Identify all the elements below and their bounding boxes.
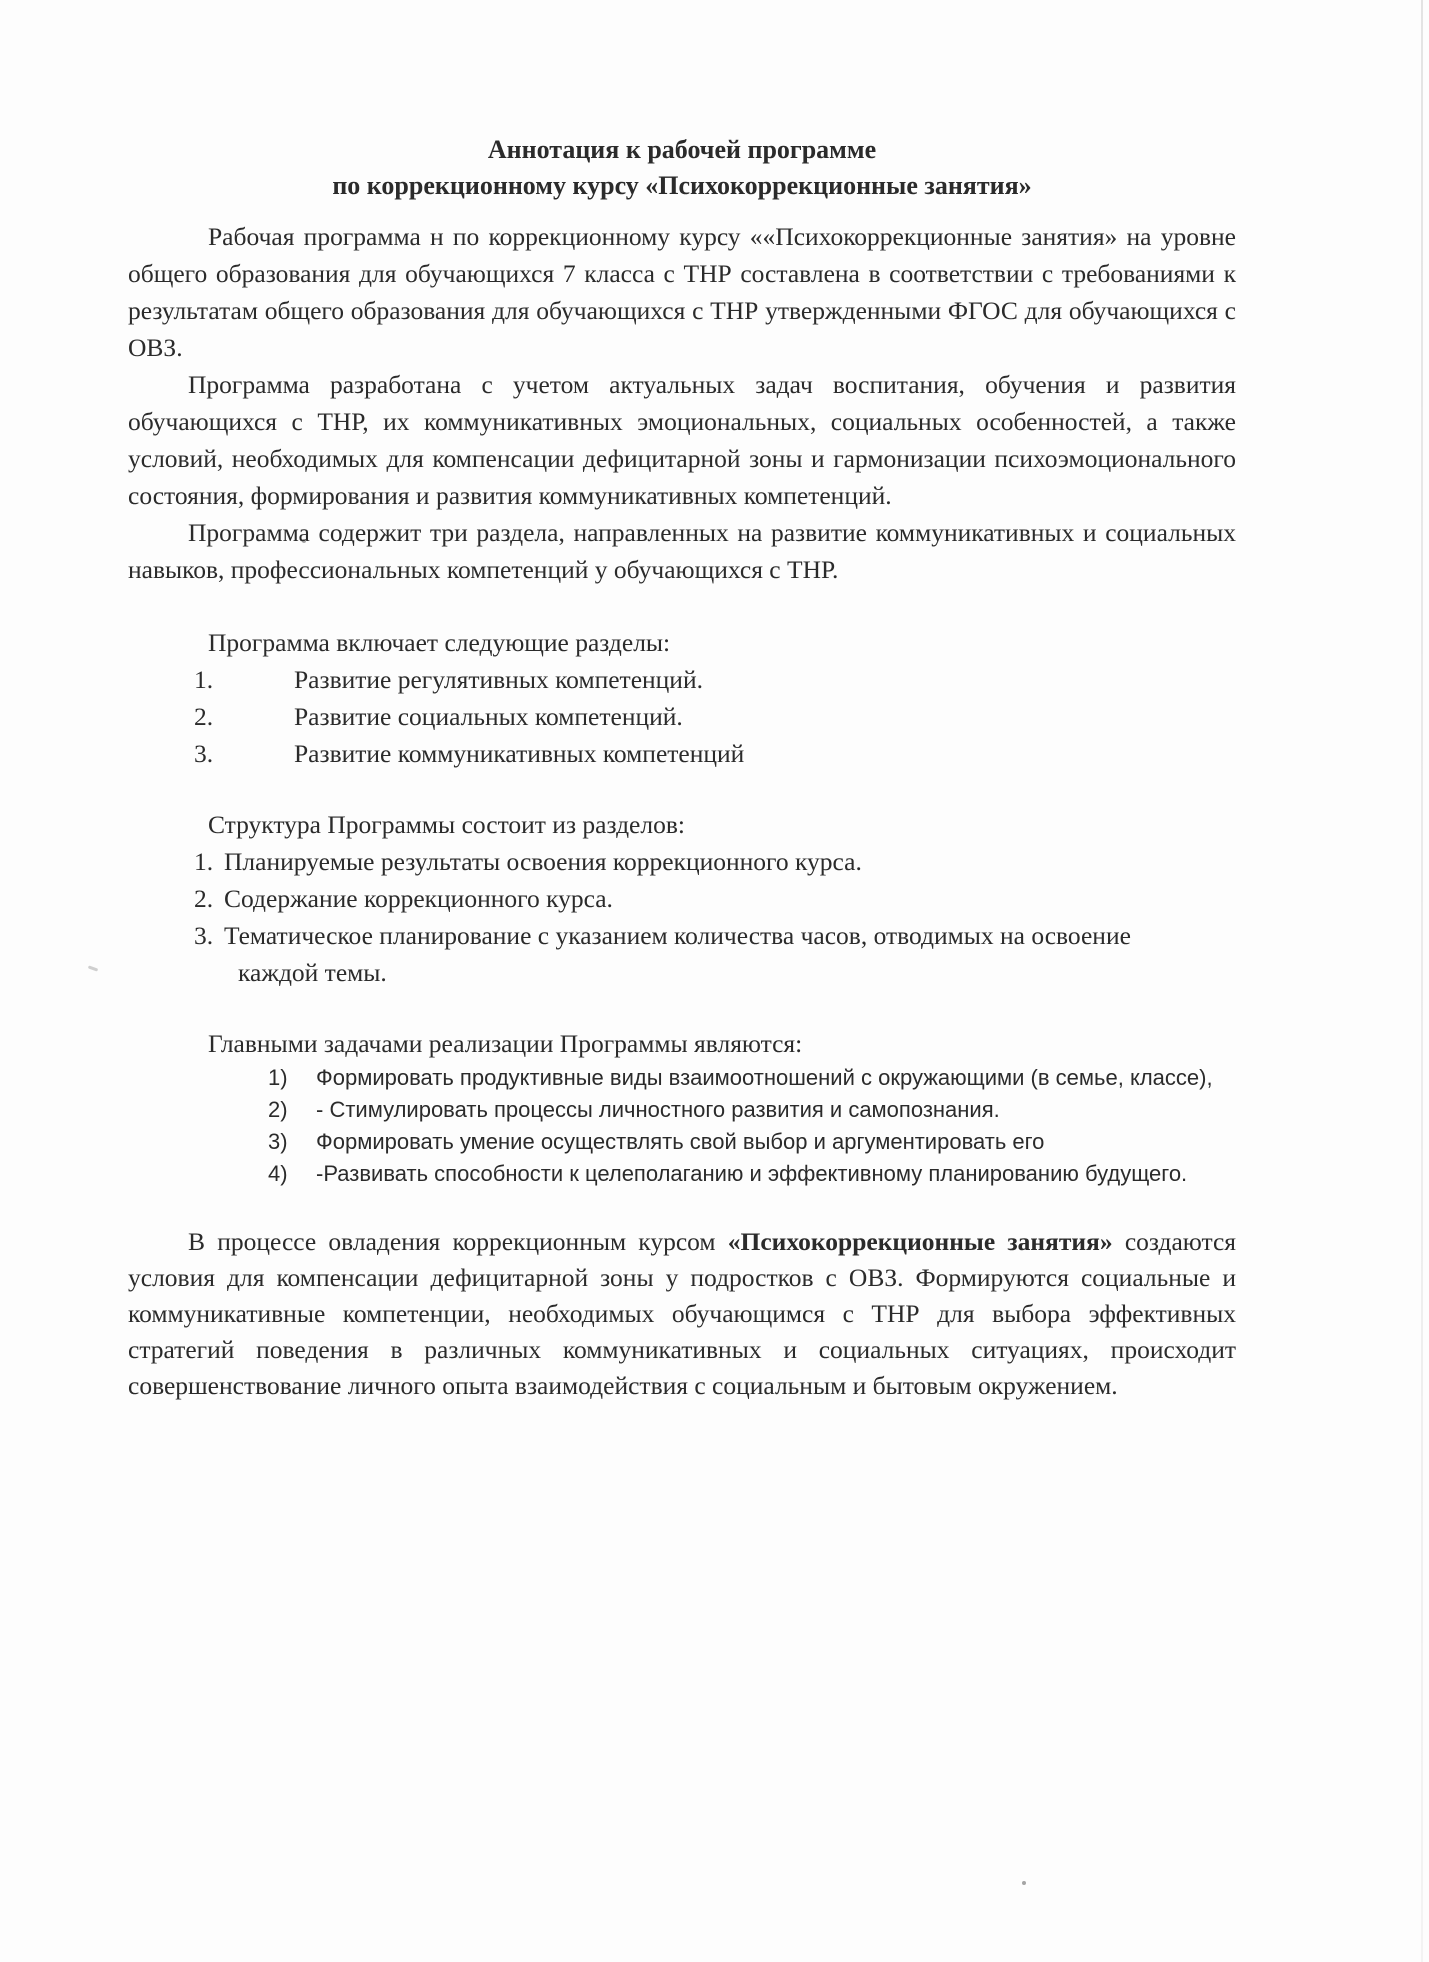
sections-block <box>128 624 1236 772</box>
paragraph-development: Программа разработана с учетом актуальных задач воспитания, обучения и развития обучающихся с ТНР, их коммуникативных эмоциональных, социальных особенностей, а также условий, необходимых для компенсации дефицитарной зоны и гармонизации психоэмоционального состояния, формирования и развития коммуникативных компетенций. <box>128 370 1236 510</box>
list-number: 3. <box>194 921 214 950</box>
list-text: -Развивать способности к целеполаганию и эффективному планированию будущего. <box>316 1161 1188 1186</box>
list-text: Формировать умение осуществлять свой выбор и аргументировать его <box>316 1129 1045 1154</box>
scan-speck <box>88 965 98 971</box>
final-block <box>128 1224 1236 1404</box>
final-course-name: «Психокоррекционные занятия» <box>727 1227 1113 1256</box>
list-text-main: Содержание коррекционного курса. <box>224 884 613 913</box>
list-number: 2) <box>268 1097 288 1122</box>
scan-edge <box>1421 0 1423 1962</box>
list-number: 4) <box>268 1161 288 1186</box>
list-item <box>128 1126 1236 1158</box>
list-number: 1. <box>194 665 214 694</box>
document-title <box>128 132 1236 204</box>
paragraph-sections-summary: Программа содержит три раздела, направленных на развитие коммуникативных и социальных навыков, профессиональных компетенций у обучающихся с ТНР. <box>128 518 1236 584</box>
sections-intro: Программа включает следующие разделы: <box>208 628 671 657</box>
list-text <box>224 843 1236 880</box>
list-text-main: Планируемые результаты освоения коррекционного курса. <box>224 847 862 876</box>
list-text: Формировать продуктивные виды взаимоотношений с окружающими (в семье, классе), <box>316 1065 1213 1090</box>
tasks-list <box>128 1062 1236 1190</box>
paragraph-intro: Рабочая программа н по коррекционному курсу ««Психокоррекционные занятия» на уровне общего образования для обучающихся 7 класса с ТНР составлена в соответствии с требованиями к результатам общего образования для обучающихся с ТНР утвержденными ФГОС для обучающихся с ОВЗ. <box>128 222 1236 362</box>
title-line-1: Аннотация к рабочей программе <box>487 135 877 164</box>
list-text-main: Тематическое планирование с указанием количества часов, отводимых на освоение <box>224 921 1131 950</box>
tasks-block <box>128 1025 1236 1190</box>
scan-speck <box>1022 1881 1026 1885</box>
tasks-intro: Главными задачами реализации Программы являются: <box>208 1029 803 1058</box>
list-text: Развитие регулятивных компетенций. <box>294 665 703 694</box>
list-number: 3) <box>268 1129 288 1154</box>
list-number: 2. <box>194 702 214 731</box>
structure-intro: Структура Программы состоит из разделов: <box>208 810 685 839</box>
final-text-rest: создаются условия для компенсации дефицитарной зоны у подростков с ОВЗ. Формируются социальные и коммуникативные компетенции, необходимых обучающимся с ТНР для выбора эффективных стратегий поведения в различных коммуникативных и социальных ситуациях, происходит совершенствование личного опыта взаимодействия с социальным и бытовым окружением. <box>128 1227 1237 1400</box>
list-text-continuation: каждой темы. <box>238 958 387 987</box>
title-line-2: по коррекционному курсу «Психокоррекционные занятия» <box>332 171 1032 200</box>
list-item <box>128 661 1236 698</box>
list-item <box>128 1062 1236 1094</box>
list-item <box>128 843 1236 880</box>
list-item <box>128 735 1236 772</box>
structure-list <box>128 843 1236 991</box>
list-text: Развитие коммуникативных компетенций <box>294 739 745 768</box>
list-number: 2. <box>194 884 214 913</box>
list-number: 3. <box>194 739 214 768</box>
list-item <box>128 1094 1236 1126</box>
final-text-start: В процессе овладения коррекционным курсом <box>188 1227 716 1256</box>
list-number: 1) <box>268 1065 288 1090</box>
list-item <box>128 698 1236 735</box>
list-number: 1. <box>194 847 214 876</box>
document-body <box>128 132 1236 1404</box>
list-text <box>224 917 1236 991</box>
paragraph-final <box>128 1224 1236 1404</box>
list-text: Развитие социальных компетенций. <box>294 702 683 731</box>
sections-list <box>128 661 1236 772</box>
list-item <box>128 880 1236 917</box>
structure-block <box>128 806 1236 991</box>
list-text <box>224 880 1236 917</box>
list-text: - Стимулировать процессы личностного развития и самопознания. <box>316 1097 1000 1122</box>
list-item <box>128 917 1236 991</box>
list-item <box>128 1158 1236 1190</box>
